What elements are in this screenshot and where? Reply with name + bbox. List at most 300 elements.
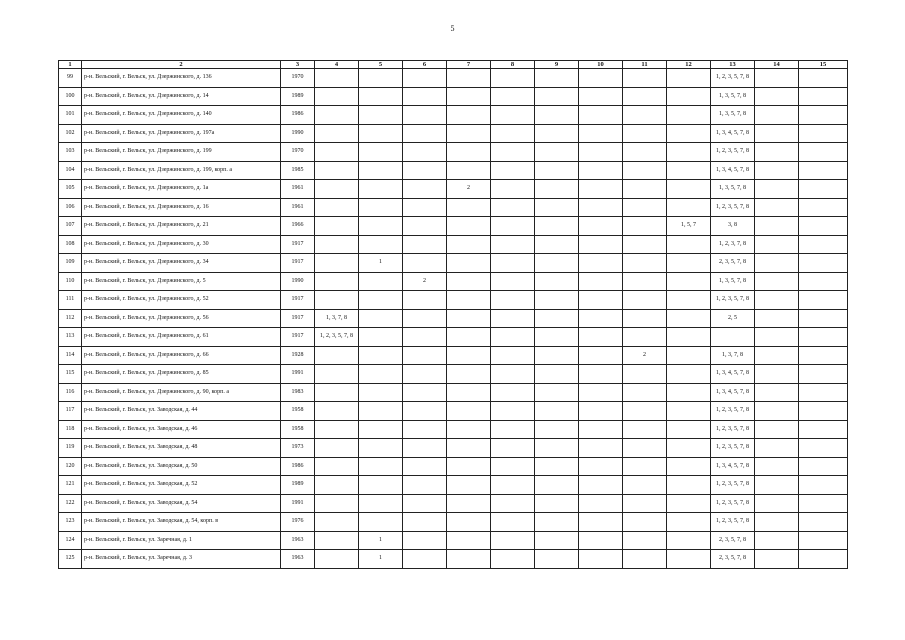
cell-col-14 bbox=[755, 198, 799, 217]
cell-col-9 bbox=[535, 309, 579, 328]
cell-col-6 bbox=[403, 420, 447, 439]
cell-col-8 bbox=[491, 365, 535, 384]
cell-col-6 bbox=[403, 550, 447, 569]
cell-col-15 bbox=[799, 235, 848, 254]
cell-col-7 bbox=[447, 346, 491, 365]
cell-col-8 bbox=[491, 309, 535, 328]
cell-col-14 bbox=[755, 309, 799, 328]
cell-col-5 bbox=[359, 365, 403, 384]
cell-col-14 bbox=[755, 69, 799, 88]
cell-col-15 bbox=[799, 217, 848, 236]
cell-col-13: 1, 2, 3, 5, 7, 8 bbox=[711, 198, 755, 217]
table-row bbox=[59, 124, 848, 143]
table-row bbox=[59, 69, 848, 88]
table-row bbox=[59, 420, 848, 439]
cell-col-8 bbox=[491, 235, 535, 254]
cell-col-8 bbox=[491, 291, 535, 310]
column-header-4: 4 bbox=[315, 61, 359, 69]
cell-col-13: 1, 2, 3, 5, 7, 8 bbox=[711, 291, 755, 310]
table-row bbox=[59, 365, 848, 384]
cell-col-4 bbox=[315, 457, 359, 476]
cell-col-11 bbox=[623, 494, 667, 513]
table-row bbox=[59, 180, 848, 199]
cell-col-7 bbox=[447, 531, 491, 550]
cell-col-15 bbox=[799, 513, 848, 532]
year-cell: 1991 bbox=[281, 494, 315, 513]
cell-col-5: 1 bbox=[359, 550, 403, 569]
table-row bbox=[59, 217, 848, 236]
address-cell: р-н. Вельский, г. Вельск, ул. Дзержинского, д. 30 bbox=[82, 235, 281, 254]
cell-col-12 bbox=[667, 328, 711, 347]
cell-col-14 bbox=[755, 143, 799, 162]
cell-col-15 bbox=[799, 254, 848, 273]
cell-col-4 bbox=[315, 161, 359, 180]
cell-col-9 bbox=[535, 550, 579, 569]
cell-col-12 bbox=[667, 272, 711, 291]
row-number: 103 bbox=[59, 143, 82, 162]
cell-col-13: 1, 3, 4, 5, 7, 8 bbox=[711, 457, 755, 476]
cell-col-14 bbox=[755, 180, 799, 199]
cell-col-14 bbox=[755, 383, 799, 402]
cell-col-15 bbox=[799, 87, 848, 106]
table-row bbox=[59, 291, 848, 310]
cell-col-7 bbox=[447, 439, 491, 458]
cell-col-10 bbox=[579, 402, 623, 421]
address-cell: р-н. Вельский, г. Вельск, ул. Заводская, д. 54 bbox=[82, 494, 281, 513]
row-number: 115 bbox=[59, 365, 82, 384]
cell-col-14 bbox=[755, 346, 799, 365]
cell-col-15 bbox=[799, 494, 848, 513]
cell-col-7 bbox=[447, 513, 491, 532]
cell-col-13: 1, 3, 5, 7, 8 bbox=[711, 180, 755, 199]
year-cell: 1989 bbox=[281, 476, 315, 495]
cell-col-14 bbox=[755, 124, 799, 143]
row-number: 120 bbox=[59, 457, 82, 476]
cell-col-6 bbox=[403, 346, 447, 365]
cell-col-9 bbox=[535, 198, 579, 217]
cell-col-13: 1, 2, 3, 5, 7, 8 bbox=[711, 402, 755, 421]
cell-col-9 bbox=[535, 106, 579, 125]
cell-col-14 bbox=[755, 291, 799, 310]
cell-col-5 bbox=[359, 124, 403, 143]
cell-col-10 bbox=[579, 531, 623, 550]
cell-col-14 bbox=[755, 513, 799, 532]
cell-col-12 bbox=[667, 457, 711, 476]
cell-col-6 bbox=[403, 457, 447, 476]
year-cell: 1986 bbox=[281, 106, 315, 125]
cell-col-13 bbox=[711, 328, 755, 347]
cell-col-8 bbox=[491, 513, 535, 532]
cell-col-14 bbox=[755, 217, 799, 236]
table-row bbox=[59, 87, 848, 106]
cell-col-8 bbox=[491, 420, 535, 439]
cell-col-9 bbox=[535, 161, 579, 180]
cell-col-5 bbox=[359, 420, 403, 439]
cell-col-8 bbox=[491, 69, 535, 88]
cell-col-7 bbox=[447, 272, 491, 291]
year-cell: 1917 bbox=[281, 309, 315, 328]
cell-col-7 bbox=[447, 550, 491, 569]
cell-col-13: 1, 3, 4, 5, 7, 8 bbox=[711, 124, 755, 143]
column-header-14: 14 bbox=[755, 61, 799, 69]
cell-col-9 bbox=[535, 69, 579, 88]
cell-col-9 bbox=[535, 328, 579, 347]
cell-col-14 bbox=[755, 531, 799, 550]
cell-col-4: 1, 2, 3, 5, 7, 8 bbox=[315, 328, 359, 347]
cell-col-11 bbox=[623, 383, 667, 402]
year-cell: 1989 bbox=[281, 87, 315, 106]
address-cell: р-н. Вельский, г. Вельск, ул. Заводская, д. 52 bbox=[82, 476, 281, 495]
cell-col-13: 2, 5 bbox=[711, 309, 755, 328]
cell-col-10 bbox=[579, 494, 623, 513]
row-number: 118 bbox=[59, 420, 82, 439]
cell-col-6 bbox=[403, 161, 447, 180]
year-cell: 1970 bbox=[281, 143, 315, 162]
page-number: 5 bbox=[450, 24, 455, 33]
cell-col-6 bbox=[403, 180, 447, 199]
cell-col-12 bbox=[667, 235, 711, 254]
cell-col-13: 1, 3, 5, 7, 8 bbox=[711, 106, 755, 125]
cell-col-9 bbox=[535, 513, 579, 532]
cell-col-9 bbox=[535, 291, 579, 310]
address-cell: р-н. Вельский, г. Вельск, ул. Заводская, д. 48 bbox=[82, 439, 281, 458]
cell-col-6 bbox=[403, 69, 447, 88]
cell-col-5 bbox=[359, 180, 403, 199]
cell-col-11 bbox=[623, 309, 667, 328]
row-number: 104 bbox=[59, 161, 82, 180]
cell-col-11 bbox=[623, 457, 667, 476]
cell-col-10 bbox=[579, 106, 623, 125]
cell-col-9 bbox=[535, 87, 579, 106]
cell-col-13: 1, 3, 5, 7, 8 bbox=[711, 272, 755, 291]
column-header-7: 7 bbox=[447, 61, 491, 69]
cell-col-15 bbox=[799, 309, 848, 328]
cell-col-11 bbox=[623, 69, 667, 88]
cell-col-11 bbox=[623, 254, 667, 273]
column-header-11: 11 bbox=[623, 61, 667, 69]
address-cell: р-н. Вельский, г. Вельск, ул. Заводская, д. 50 bbox=[82, 457, 281, 476]
cell-col-14 bbox=[755, 235, 799, 254]
cell-col-13: 1, 3, 7, 8 bbox=[711, 346, 755, 365]
table-row bbox=[59, 143, 848, 162]
address-cell: р-н. Вельский, г. Вельск, ул. Заводская, д. 44 bbox=[82, 402, 281, 421]
cell-col-9 bbox=[535, 420, 579, 439]
row-number: 109 bbox=[59, 254, 82, 273]
cell-col-4 bbox=[315, 124, 359, 143]
cell-col-15 bbox=[799, 420, 848, 439]
cell-col-4 bbox=[315, 143, 359, 162]
cell-col-12 bbox=[667, 309, 711, 328]
row-number: 102 bbox=[59, 124, 82, 143]
table-row bbox=[59, 235, 848, 254]
cell-col-12 bbox=[667, 513, 711, 532]
cell-col-5 bbox=[359, 328, 403, 347]
row-number: 105 bbox=[59, 180, 82, 199]
year-cell: 1985 bbox=[281, 161, 315, 180]
cell-col-13: 1, 2, 3, 5, 7, 8 bbox=[711, 476, 755, 495]
cell-col-7 bbox=[447, 365, 491, 384]
cell-col-5 bbox=[359, 198, 403, 217]
row-number: 112 bbox=[59, 309, 82, 328]
cell-col-11 bbox=[623, 161, 667, 180]
cell-col-7 bbox=[447, 235, 491, 254]
cell-col-11 bbox=[623, 106, 667, 125]
cell-col-15 bbox=[799, 365, 848, 384]
cell-col-6: 2 bbox=[403, 272, 447, 291]
cell-col-8 bbox=[491, 550, 535, 569]
row-number: 100 bbox=[59, 87, 82, 106]
cell-col-10 bbox=[579, 291, 623, 310]
cell-col-9 bbox=[535, 457, 579, 476]
table-row bbox=[59, 531, 848, 550]
cell-col-10 bbox=[579, 217, 623, 236]
year-cell: 1928 bbox=[281, 346, 315, 365]
cell-col-5 bbox=[359, 476, 403, 495]
cell-col-13: 2, 3, 5, 7, 8 bbox=[711, 531, 755, 550]
cell-col-13: 1, 3, 4, 5, 7, 8 bbox=[711, 161, 755, 180]
cell-col-5 bbox=[359, 439, 403, 458]
cell-col-15 bbox=[799, 69, 848, 88]
cell-col-14 bbox=[755, 402, 799, 421]
cell-col-5 bbox=[359, 402, 403, 421]
cell-col-5 bbox=[359, 235, 403, 254]
cell-col-5 bbox=[359, 494, 403, 513]
address-cell: р-н. Вельский, г. Вельск, ул. Заречная, д. 1 bbox=[82, 531, 281, 550]
cell-col-6 bbox=[403, 476, 447, 495]
cell-col-12 bbox=[667, 198, 711, 217]
cell-col-6 bbox=[403, 494, 447, 513]
cell-col-10 bbox=[579, 198, 623, 217]
cell-col-6 bbox=[403, 402, 447, 421]
year-cell: 1966 bbox=[281, 217, 315, 236]
cell-col-4 bbox=[315, 235, 359, 254]
cell-col-11 bbox=[623, 531, 667, 550]
row-number: 119 bbox=[59, 439, 82, 458]
cell-col-4 bbox=[315, 476, 359, 495]
cell-col-7 bbox=[447, 254, 491, 273]
row-number: 106 bbox=[59, 198, 82, 217]
cell-col-15 bbox=[799, 124, 848, 143]
cell-col-13: 1, 2, 3, 5, 7, 8 bbox=[711, 439, 755, 458]
column-header-3: 3 bbox=[281, 61, 315, 69]
year-cell: 1963 bbox=[281, 550, 315, 569]
cell-col-4 bbox=[315, 346, 359, 365]
cell-col-8 bbox=[491, 254, 535, 273]
cell-col-10 bbox=[579, 513, 623, 532]
cell-col-12 bbox=[667, 69, 711, 88]
cell-col-10 bbox=[579, 457, 623, 476]
column-header-13: 13 bbox=[711, 61, 755, 69]
cell-col-13: 1, 2, 3, 5, 7, 8 bbox=[711, 513, 755, 532]
cell-col-14 bbox=[755, 439, 799, 458]
cell-col-7 bbox=[447, 291, 491, 310]
cell-col-7 bbox=[447, 383, 491, 402]
address-cell: р-н. Вельский, г. Вельск, ул. Дзержинского, д. 85 bbox=[82, 365, 281, 384]
address-cell: р-н. Вельский, г. Вельск, ул. Дзержинского, д. 34 bbox=[82, 254, 281, 273]
address-cell: р-н. Вельский, г. Вельск, ул. Дзержинского, д. 136 bbox=[82, 69, 281, 88]
year-cell: 1917 bbox=[281, 291, 315, 310]
table-row bbox=[59, 161, 848, 180]
cell-col-12 bbox=[667, 254, 711, 273]
cell-col-15 bbox=[799, 531, 848, 550]
cell-col-12 bbox=[667, 87, 711, 106]
cell-col-9 bbox=[535, 346, 579, 365]
cell-col-6 bbox=[403, 198, 447, 217]
cell-col-6 bbox=[403, 513, 447, 532]
column-header-2: 2 bbox=[82, 61, 281, 69]
address-cell: р-н. Вельский, г. Вельск, ул. Дзержинского, д. 199, корп. а bbox=[82, 161, 281, 180]
cell-col-10 bbox=[579, 161, 623, 180]
cell-col-9 bbox=[535, 272, 579, 291]
cell-col-8 bbox=[491, 143, 535, 162]
cell-col-6 bbox=[403, 328, 447, 347]
cell-col-9 bbox=[535, 476, 579, 495]
cell-col-15 bbox=[799, 328, 848, 347]
cell-col-14 bbox=[755, 161, 799, 180]
cell-col-9 bbox=[535, 124, 579, 143]
year-cell: 1917 bbox=[281, 254, 315, 273]
cell-col-5 bbox=[359, 106, 403, 125]
cell-col-10 bbox=[579, 365, 623, 384]
address-cell: р-н. Вельский, г. Вельск, ул. Заводская, д. 46 bbox=[82, 420, 281, 439]
cell-col-6 bbox=[403, 235, 447, 254]
cell-col-5 bbox=[359, 143, 403, 162]
cell-col-9 bbox=[535, 235, 579, 254]
cell-col-14 bbox=[755, 494, 799, 513]
cell-col-10 bbox=[579, 180, 623, 199]
cell-col-4 bbox=[315, 272, 359, 291]
cell-col-15 bbox=[799, 476, 848, 495]
cell-col-5: 1 bbox=[359, 531, 403, 550]
cell-col-12 bbox=[667, 180, 711, 199]
cell-col-14 bbox=[755, 328, 799, 347]
cell-col-11 bbox=[623, 87, 667, 106]
table-row bbox=[59, 106, 848, 125]
address-cell: р-н. Вельский, г. Вельск, ул. Дзержинского, д. 52 bbox=[82, 291, 281, 310]
cell-col-8 bbox=[491, 402, 535, 421]
cell-col-4 bbox=[315, 531, 359, 550]
cell-col-15 bbox=[799, 346, 848, 365]
cell-col-11 bbox=[623, 235, 667, 254]
table-row bbox=[59, 346, 848, 365]
cell-col-7 bbox=[447, 106, 491, 125]
cell-col-5 bbox=[359, 383, 403, 402]
cell-col-6 bbox=[403, 291, 447, 310]
address-cell: р-н. Вельский, г. Вельск, ул. Дзержинского, д. 14 bbox=[82, 87, 281, 106]
cell-col-6 bbox=[403, 254, 447, 273]
cell-col-14 bbox=[755, 106, 799, 125]
cell-col-11 bbox=[623, 476, 667, 495]
cell-col-10 bbox=[579, 439, 623, 458]
cell-col-11 bbox=[623, 272, 667, 291]
cell-col-14 bbox=[755, 87, 799, 106]
cell-col-8 bbox=[491, 346, 535, 365]
year-cell: 1958 bbox=[281, 402, 315, 421]
cell-col-11 bbox=[623, 328, 667, 347]
table-row bbox=[59, 476, 848, 495]
cell-col-13: 3, 8 bbox=[711, 217, 755, 236]
cell-col-12 bbox=[667, 161, 711, 180]
table-row bbox=[59, 550, 848, 569]
row-number: 101 bbox=[59, 106, 82, 125]
cell-col-8 bbox=[491, 272, 535, 291]
cell-col-9 bbox=[535, 402, 579, 421]
cell-col-4 bbox=[315, 365, 359, 384]
table-row bbox=[59, 383, 848, 402]
cell-col-8 bbox=[491, 476, 535, 495]
cell-col-13: 2, 3, 5, 7, 8 bbox=[711, 550, 755, 569]
cell-col-12 bbox=[667, 291, 711, 310]
cell-col-13: 1, 2, 3, 5, 7, 8 bbox=[711, 494, 755, 513]
table-row bbox=[59, 309, 848, 328]
cell-col-8 bbox=[491, 531, 535, 550]
cell-col-10 bbox=[579, 476, 623, 495]
cell-col-10 bbox=[579, 235, 623, 254]
cell-col-5 bbox=[359, 346, 403, 365]
cell-col-12 bbox=[667, 383, 711, 402]
cell-col-12 bbox=[667, 550, 711, 569]
row-number: 116 bbox=[59, 383, 82, 402]
column-header-1: 1 bbox=[59, 61, 82, 69]
cell-col-13: 1, 2, 3, 5, 7, 8 bbox=[711, 420, 755, 439]
row-number: 122 bbox=[59, 494, 82, 513]
cell-col-15 bbox=[799, 439, 848, 458]
address-cell: р-н. Вельский, г. Вельск, ул. Заводская, д. 54, корп. в bbox=[82, 513, 281, 532]
table-header-row bbox=[59, 61, 848, 69]
row-number: 111 bbox=[59, 291, 82, 310]
cell-col-4 bbox=[315, 402, 359, 421]
cell-col-13: 2, 3, 5, 7, 8 bbox=[711, 254, 755, 273]
cell-col-8 bbox=[491, 161, 535, 180]
address-cell: р-н. Вельский, г. Вельск, ул. Дзержинского, д. 61 bbox=[82, 328, 281, 347]
cell-col-15 bbox=[799, 383, 848, 402]
cell-col-11 bbox=[623, 365, 667, 384]
cell-col-12 bbox=[667, 420, 711, 439]
cell-col-4 bbox=[315, 254, 359, 273]
address-cell: р-н. Вельский, г. Вельск, ул. Дзержинского, д. 90, корп. а bbox=[82, 383, 281, 402]
cell-col-14 bbox=[755, 476, 799, 495]
cell-col-4 bbox=[315, 439, 359, 458]
cell-col-4 bbox=[315, 217, 359, 236]
cell-col-7 bbox=[447, 328, 491, 347]
cell-col-12: 1, 5, 7 bbox=[667, 217, 711, 236]
cell-col-14 bbox=[755, 457, 799, 476]
cell-col-13: 1, 2, 3, 7, 8 bbox=[711, 235, 755, 254]
cell-col-15 bbox=[799, 272, 848, 291]
year-cell: 1986 bbox=[281, 457, 315, 476]
cell-col-4 bbox=[315, 550, 359, 569]
cell-col-4 bbox=[315, 383, 359, 402]
year-cell: 1917 bbox=[281, 235, 315, 254]
row-number: 113 bbox=[59, 328, 82, 347]
address-cell: р-н. Вельский, г. Вельск, ул. Дзержинского, д. 197а bbox=[82, 124, 281, 143]
cell-col-5 bbox=[359, 457, 403, 476]
row-number: 125 bbox=[59, 550, 82, 569]
cell-col-10 bbox=[579, 254, 623, 273]
cell-col-8 bbox=[491, 198, 535, 217]
cell-col-11 bbox=[623, 402, 667, 421]
cell-col-12 bbox=[667, 402, 711, 421]
table-row bbox=[59, 494, 848, 513]
cell-col-15 bbox=[799, 143, 848, 162]
cell-col-8 bbox=[491, 106, 535, 125]
cell-col-7 bbox=[447, 217, 491, 236]
cell-col-13: 1, 3, 5, 7, 8 bbox=[711, 87, 755, 106]
year-cell: 1973 bbox=[281, 439, 315, 458]
cell-col-12 bbox=[667, 439, 711, 458]
address-cell: р-н. Вельский, г. Вельск, ул. Дзержинского, д. 1а bbox=[82, 180, 281, 199]
cell-col-10 bbox=[579, 309, 623, 328]
